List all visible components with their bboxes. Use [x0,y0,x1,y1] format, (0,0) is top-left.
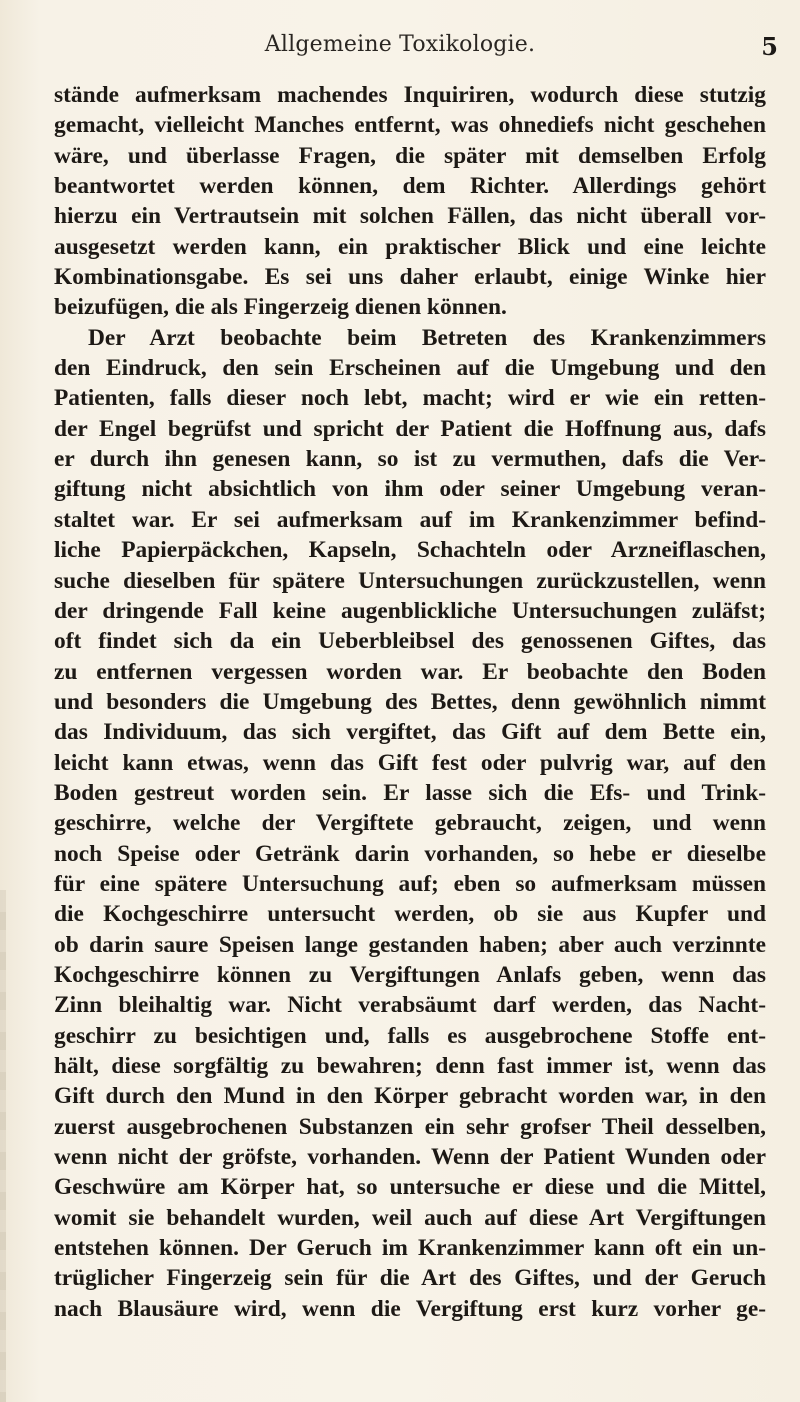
text-line: gemacht, vielleicht Manches entfernt, was ohnediefs nicht geschehen [54,112,766,139]
text-line: wäre, und überlasse Fragen, die später mit demselben Erfolg [54,142,766,169]
body-text [54,80,766,1324]
text-line: hält, diese sorgfältig zu bewahren; denn fast immer ist, wenn das [54,1053,766,1079]
paragraph-start-line: Der Arzt beobachte beim Betreten des Krankenzimmers [88,324,766,351]
text-line: und besonders die Umgebung des Bettes, denn gewöhnlich nimmt [54,688,766,715]
running-head [0,28,800,68]
text-line: wenn nicht der gröfste, vorhanden. Wenn der Patient Wunden oder [54,1144,766,1171]
text-line: trüglicher Fingerzeig sein für die Art des Giftes, und der Geruch [54,1265,766,1292]
text-line: zuerst ausgebrochenen Substanzen ein sehr grofser Theil desselben, [54,1113,766,1140]
text-line: leicht kann etwas, wenn das Gift fest oder pulvrig war, auf den [54,749,766,776]
text-line: ob darin saure Speisen lange gestanden haben; aber auch verzinnte [54,931,766,958]
text-line: für eine spätere Untersuchung auf; eben so aufmerksam müssen [54,870,766,897]
text-line: der Engel begrüfst und spricht der Patient die Hoffnung aus, dafs [54,415,766,442]
running-head-title: Allgemeine Toxikologie. [264,32,536,57]
text-line: noch Speise oder Getränk darin vorhanden, so hebe er dieselbe [54,840,766,867]
text-line: Boden gestreut worden sein. Er lasse sich die Efs- und Trink- [54,779,766,806]
text-line: den Eindruck, den sein Erscheinen auf die Umgebung und den [54,355,766,382]
text-line: das Individuum, das sich vergiftet, das Gift auf dem Bette ein, [54,719,766,746]
text-line: ausgesetzt werden kann, ein praktischer Blick und eine leichte [54,233,766,260]
text-line: Kombinationsgabe. Es sei uns daher erlaubt, einige Winke hier [54,264,766,291]
text-line: Kochgeschirre können zu Vergiftungen Anlafs geben, wenn das [54,961,766,988]
text-line: Geschwüre am Körper hat, so untersuche er diese und die Mittel, [54,1174,766,1201]
text-line: nach Blausäure wird, wenn die Vergiftung erst kurz vorher ge- [54,1295,766,1322]
text-line: womit sie behandelt wurden, weil auch auf diese Art Vergiftungen [54,1204,766,1231]
text-line: oft findet sich da ein Ueberbleibsel des genossenen Giftes, das [54,628,766,655]
text-line: liche Papierpäckchen, Kapseln, Schachteln oder Arzneiflaschen, [54,537,766,564]
text-line: giftung nicht absichtlich von ihm oder seiner Umgebung veran- [54,476,766,503]
text-line: die Kochgeschirre untersucht werden, ob sie aus Kupfer und [54,901,766,928]
text-line: er durch ihn genesen kann, so ist zu vermuthen, dafs die Ver- [54,446,766,473]
text-line: geschirre, welche der Vergiftete gebraucht, zeigen, und wenn [54,810,766,837]
page-gutter-edge [0,890,6,1402]
text-line: geschirr zu besichtigen und, falls es ausgebrochene Stoffe ent- [54,1022,766,1049]
text-line: zu entfernen vergessen worden war. Er beobachte den Boden [54,658,766,685]
paragraph-end-line: beizufügen, die als Fingerzeig dienen können. [54,294,507,321]
page-number: 5 [761,32,778,61]
text-line: hierzu ein Vertrautsein mit solchen Fällen, das nicht überall vor- [54,203,766,230]
text-line: Zinn bleihaltig war. Nicht verabsäumt darf werden, das Nacht- [54,992,766,1019]
text-line: staltet war. Er sei aufmerksam auf im Krankenzimmer befind- [54,506,766,533]
text-line: Patienten, falls dieser noch lebt, macht; wird er wie ein retten- [54,385,766,412]
text-line: stände aufmerksam machendes Inquiriren, wodurch diese stutzig [54,82,766,108]
text-line: Gift durch den Mund in den Körper gebracht worden war, in den [54,1083,766,1110]
text-line: entstehen können. Der Geruch im Krankenzimmer kann oft ein un- [54,1235,766,1262]
text-line: suche dieselben für spätere Untersuchungen zurückzustellen, wenn [54,567,766,594]
text-line: beantwortet werden können, dem Richter. Allerdings gehört [54,173,766,200]
text-line: der dringende Fall keine augenblickliche Untersuchungen zuläfst; [54,597,766,624]
